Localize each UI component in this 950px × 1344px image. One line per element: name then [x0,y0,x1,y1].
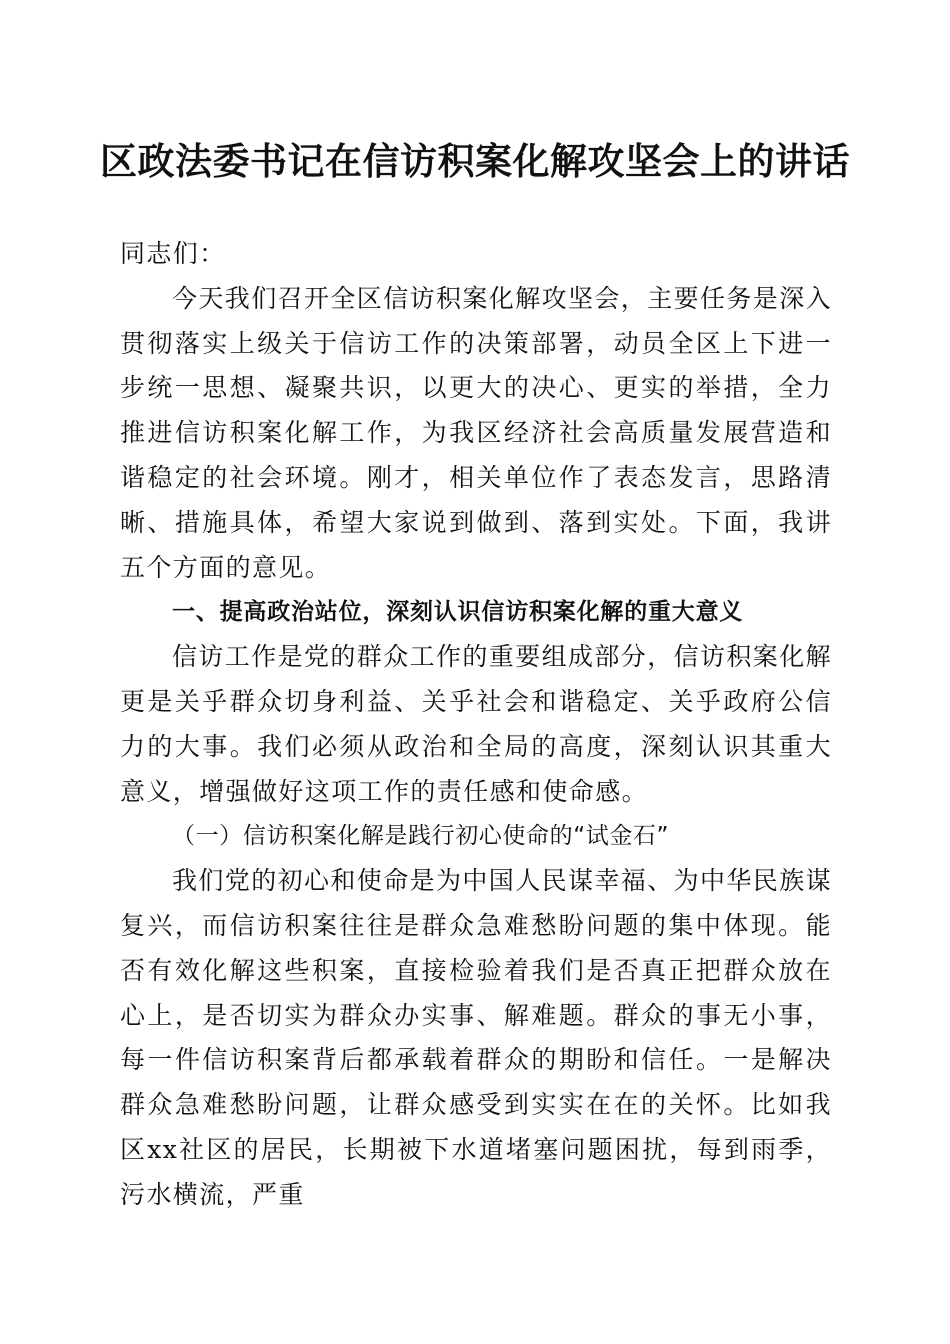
salutation: 同志们： [120,239,226,268]
section-1-heading: 一、提高政治站位，深刻认识信访积案化解的重大意义 [172,599,744,626]
section-1-paragraph: 信访工作是党的群众工作的重要组成部分，信访积案化解更是关乎群众切身利益、关乎社会和谐稳定、关乎政府公信力的大事。我们必须从政治和全局的高度，深刻认识其重大意义，增强做好这项工作的责任感和使命感。 [120,642,833,806]
document-title: 区政法委书记在信访积案化解攻坚会上的讲话 [100,139,850,183]
subsection-1-paragraph: 我们党的初心和使命是为中国人民谋幸福、为中华民族谋复兴，而信访积案往往是群众急难愁盼问题的集中体现。能否有效化解这些积案，直接检验着我们是否真正把群众放在心上，是否切实为群众办实事、解难题。群众的事无小事，每一件信访积案背后都承载着群众的期盼和信任。一是解决群众急难愁盼问题，让群众感受到实实在在的关怀。比如我区xx社区的居民，长期被下水道堵塞问题困扰，每到雨季，污水横流，严重 [120,866,833,1209]
document-body [120,232,832,1218]
opening-paragraph: 今天我们召开全区信访积案化解攻坚会，主要任务是深入贯彻落实上级关于信访工作的决策部署，动员全区上下进一步统一思想、凝聚共识，以更大的决心、更实的举措，全力推进信访积案化解工作，为我区经济社会高质量发展营造和谐稳定的社会环境。刚才，相关单位作了表态发言，思路清晰、措施具体，希望大家说到做到、落到实处。下面，我讲五个方面的意见。 [120,283,833,582]
subsection-1-heading: （一）信访积案化解是践行初心使命的“试金石” [172,823,670,850]
